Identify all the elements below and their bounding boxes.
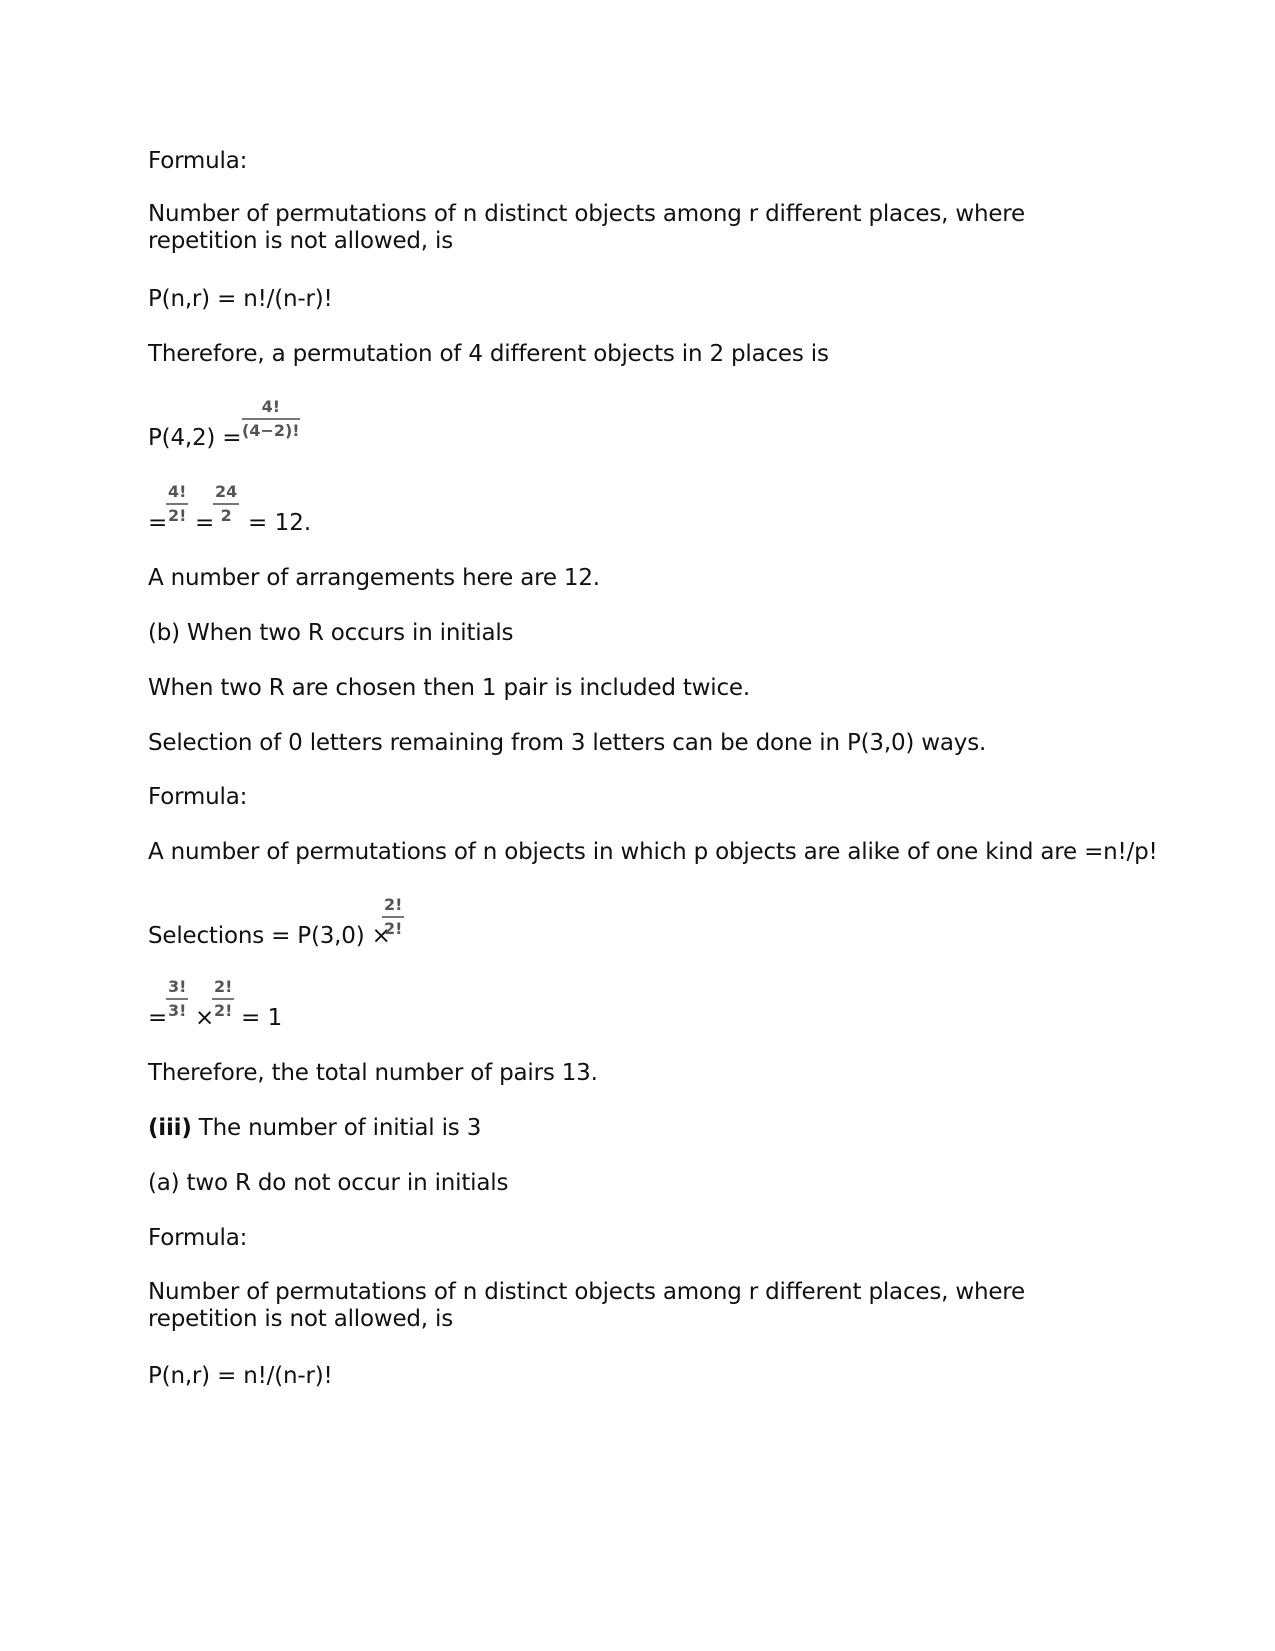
formula-heading-1: Formula: — [148, 148, 248, 174]
selections-calc-times: × — [195, 1005, 215, 1031]
permutation-definition-1: Number of permutations of n distinct objects among r different places, where repetition is not allowed, is — [148, 201, 1025, 254]
p42-fraction — [242, 398, 300, 440]
permutation-formula-1: P(n,r) = n!/(n-r)! — [148, 286, 333, 312]
calc-fraction-1-numerator: 4! — [166, 483, 188, 505]
selections-calc-fraction-1-denominator: 3! — [168, 1001, 187, 1020]
permutation-formula-2: P(n,r) = n!/(n-r)! — [148, 1363, 333, 1389]
part-iii-label: (iii) — [148, 1115, 192, 1141]
calc-fraction-2 — [213, 483, 239, 525]
selections-fraction-numerator: 2! — [382, 896, 404, 918]
selections-calc-fraction-2-denominator: 2! — [214, 1001, 233, 1020]
calc-fraction-1 — [166, 483, 188, 525]
arrangements-count: A number of arrangements here are 12. — [148, 565, 600, 591]
calc-fraction-2-denominator: 2 — [220, 506, 232, 525]
selections-calc-fraction-2-numerator: 2! — [212, 978, 234, 1000]
selections-calc-fraction-2 — [212, 978, 234, 1020]
case-b-note: When two R are chosen then 1 pair is included twice. — [148, 675, 750, 701]
p42-fraction-numerator: 4! — [242, 398, 300, 420]
part-iii-text: The number of initial is 3 — [191, 1115, 482, 1141]
calc-fraction-1-denominator: 2! — [168, 506, 187, 525]
calc-result: = 12. — [248, 510, 312, 536]
selections-expression — [148, 922, 1128, 950]
case-a-heading: (a) two R do not occur in initials — [148, 1170, 509, 1196]
calc-eq-1: = — [148, 510, 168, 536]
formula-heading-3: Formula: — [148, 1225, 248, 1251]
permutation-definition-2: Number of permutations of n distinct objects among r different places, where repetition is not allowed, is — [148, 1279, 1025, 1332]
selections-calc-eq: = — [148, 1005, 168, 1031]
selections-fraction-denominator: 2! — [384, 919, 403, 938]
selections-calc-fraction-1 — [166, 978, 188, 1020]
p42-fraction-denominator: (4−2)! — [242, 421, 300, 440]
permutation-statement: Therefore, a permutation of 4 different objects in 2 places is — [148, 341, 829, 367]
calc-eq-2: = — [195, 510, 215, 536]
calc-fraction-2-numerator: 24 — [213, 483, 239, 505]
selections-calc-result: = 1 — [241, 1005, 283, 1031]
selections-calc-fraction-1-numerator: 3! — [166, 978, 188, 1000]
p42-prefix: P(4,2) = — [148, 425, 242, 451]
formula-heading-2: Formula: — [148, 784, 248, 810]
selections-prefix: Selections = P(3,0) × — [148, 923, 391, 949]
selections-fraction — [382, 896, 404, 938]
part-iii-heading — [148, 1114, 1128, 1142]
selection-statement: Selection of 0 letters remaining from 3 letters can be done in P(3,0) ways. — [148, 730, 987, 756]
case-b-heading: (b) When two R occurs in initials — [148, 620, 514, 646]
total-pairs: Therefore, the total number of pairs 13. — [148, 1060, 598, 1086]
alike-permutation-formula: A number of permutations of n objects in which p objects are alike of one kind are =n!/p! — [148, 839, 1158, 865]
